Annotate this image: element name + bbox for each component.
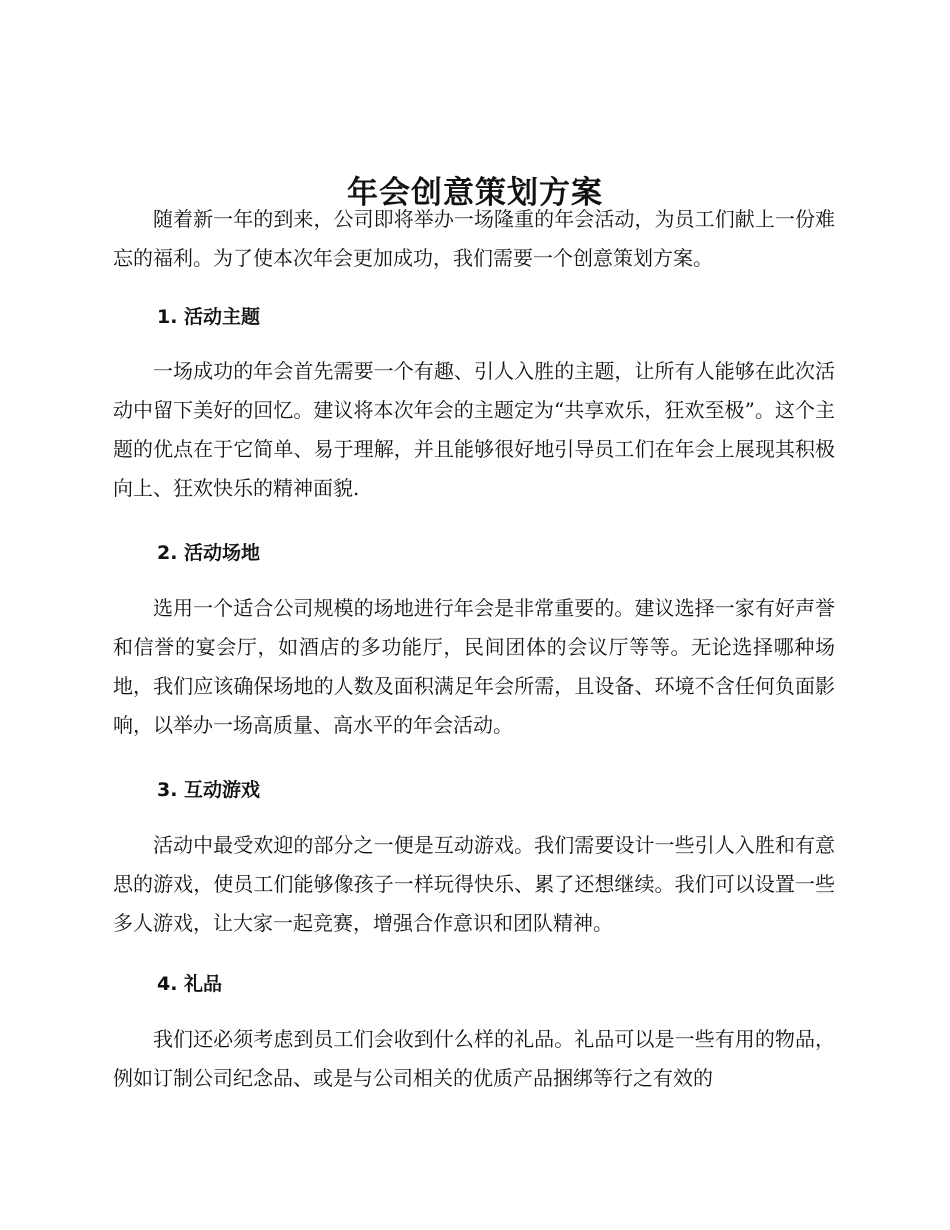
- section-heading-venue: 2. 活动场地: [157, 542, 261, 564]
- document-title: 年会创意策划方案: [347, 174, 603, 211]
- section-heading-theme: 1. 活动主题: [157, 306, 261, 328]
- section-body-theme: 一场成功的年会首先需要一个有趣、引人入胜的主题，让所有人能够在此次活动中留下美好的回忆。建议将本次年会的主题定为“共享欢乐，狂欢至极”。这个主题的优点在于它简单、易于理解，并且能够很好地引导员工们在年会上展现其积极向上、狂欢快乐的精神面貌.: [113, 359, 835, 500]
- section-body-venue: 选用一个适合公司规模的场地进行年会是非常重要的。建议选择一家有好声誉和信誉的宴会厅，如酒店的多功能厅，民间团体的会议厅等等。无论选择哪种场地，我们应该确保场地的人数及面积满足年会所需，且设备、环境不含任何负面影响，以举办一场高质量、高水平的年会活动。: [113, 596, 835, 737]
- section-body-gifts: 我们还必须考虑到员工们会收到什么样的礼品。礼品可以是一些有用的物品，例如订制公司纪念品、或是与公司相关的优质产品捆绑等行之有效的: [113, 1027, 835, 1090]
- section-heading-gifts: 4. 礼品: [157, 973, 223, 995]
- section-body-games: 活动中最受欢迎的部分之一便是互动游戏。我们需要设计一些引人入胜和有意思的游戏，使员工们能够像孩子一样玩得快乐、累了还想继续。我们可以设置一些多人游戏，让大家一起竞赛，增强合作意识和团队精神。: [113, 833, 835, 935]
- intro-paragraph: 随着新一年的到来，公司即将举办一场隆重的年会活动，为员工们献上一份难忘的福利。为了使本次年会更加成功，我们需要一个创意策划方案。: [113, 207, 835, 270]
- section-heading-games: 3. 互动游戏: [157, 779, 261, 801]
